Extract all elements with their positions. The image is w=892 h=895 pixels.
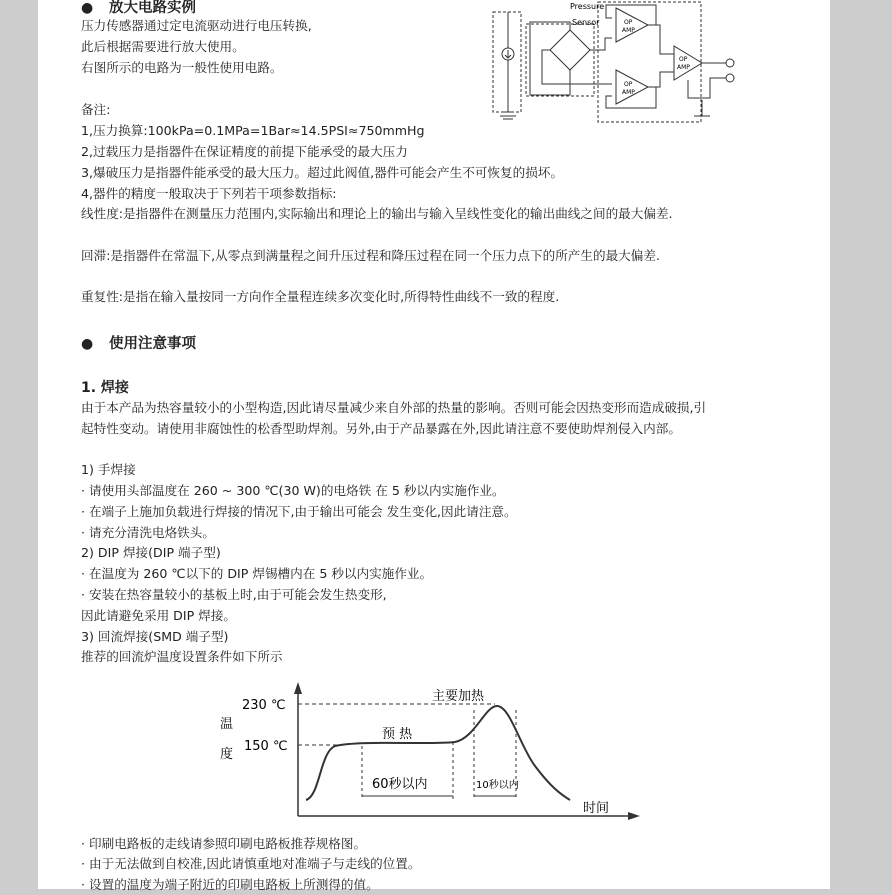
hysteresis-definition: 回滞:是指器件在常温下,从零点到满量程之间升压过程和降压过程在同一个压力点下的所产生的最大偏差. (81, 248, 660, 263)
op-amp-1-label: OP (624, 19, 633, 26)
amp-line-2: 此后根据需要进行放大使用。 (81, 39, 245, 54)
peak-label: 主要加热 (432, 689, 485, 704)
usage-line-1: 1) 手焊接 (81, 462, 136, 477)
amp-section-title: 放大电路实例 (109, 0, 196, 16)
constant-current-box (493, 12, 521, 112)
peak-time-label: 10秒以内 (476, 780, 519, 791)
usage-line-7: · 安装在热容量较小的基板上时,由于可能会发生热变形, (81, 587, 387, 602)
bottom-line-2: · 由于无法做到自校准,因此请慎重地对准端子与走线的位置。 (81, 856, 421, 871)
y-label-2: 度 (220, 747, 234, 762)
repeatability-definition: 重复性:是指在输入量按同一方向作全量程连续多次变化时,所得特性曲线不一致的程度. (81, 289, 560, 304)
bottom-line-3: · 设置的温度为端子附近的印刷电路板上所测得的值。 (81, 877, 379, 892)
amp-line-1: 压力传感器通过定电流驱动进行电压转换, (81, 18, 312, 33)
t-high-label: 230 ℃ (242, 698, 286, 713)
linearity-definition: 线性度:是指器件在测量压力范围内,实际输出和理论上的输出与输入呈线性变化的输出曲线之间的最大偏差. (81, 206, 673, 221)
y-label-1: 温 (220, 717, 234, 732)
output-terminal-2 (726, 74, 734, 82)
note-item-3: 3,爆破压力是指器件能承受的最大压力。超过此阀值,器件可能会产生不可恢复的损坏。 (81, 165, 563, 180)
usage-title: 使用注意事项 (109, 336, 196, 352)
preheat-time-label: 60秒以内 (372, 777, 428, 792)
note-item-1: 1,压力换算:100kPa=0.1MPa=1Bar≈14.5PSI≈750mmHg (81, 123, 425, 138)
usage-line-2: · 请使用头部温度在 260 ~ 300 ℃(30 W)的电烙铁 在 5 秒以内实施作业。 (81, 483, 505, 498)
note-item-2: 2,过载压力是指器件在保证精度的前提下能承受的最大压力 (81, 144, 408, 159)
bridge-icon (550, 30, 590, 70)
usage-line-5: 2) DIP 焊接(DIP 端子型) (81, 545, 221, 560)
op-amp-3-icon (674, 46, 702, 80)
output-terminal-1 (726, 59, 734, 67)
usage-line-6: · 在温度为 260 ℃以下的 DIP 焊锡槽内在 5 秒以内实施作业。 (81, 566, 433, 581)
bottom-line-1: · 印刷电路板的走线请参照印刷电路板推荐规格图。 (81, 836, 367, 851)
soldering-heading: 1. 焊接 (81, 380, 129, 396)
x-axis-label: 时间 (583, 801, 610, 816)
t-low-label: 150 ℃ (244, 739, 288, 754)
soldering-intro: 由于本产品为热容量较小的小型构造,因此请尽量减少来自外部的热量的影响。否则可能会因热变形而造成破损,引起特性变动。请使用非腐蚀性的松香型助焊剂。另外,由于产品暴露在外,因此请注意不要使助焊剂侵入内部。 (81, 400, 707, 436)
op-amp-2-label: OP (624, 81, 633, 88)
preheat-label: 预 热 (382, 727, 413, 742)
reflow-curve (306, 706, 570, 800)
op-amp-3-label: OP (679, 56, 688, 63)
usage-line-9: 3) 回流焊接(SMD 端子型) (81, 629, 229, 644)
usage-line-3: · 在端子上施加负载进行焊接的情况下,由于输出可能会 发生变化,因此请注意。 (81, 504, 517, 519)
amplifier-circuit-diagram (490, 0, 740, 125)
op-amp-1-label-2: AMP (622, 27, 635, 34)
usage-line-4: · 请充分清洗电烙铁头。 (81, 525, 215, 540)
bullet-icon: ● (81, 0, 94, 16)
x-axis-arrow-icon (628, 812, 640, 820)
usage-heading (81, 332, 196, 353)
notes-title: 备注: (81, 102, 111, 117)
bullet-icon: ● (81, 336, 94, 352)
note-item-4: 4,器件的精度一般取决于下列若干项参数指标: (81, 186, 337, 201)
sensor-label: Sensor (572, 18, 600, 27)
op-amp-3-label-2: AMP (677, 64, 690, 71)
y-axis-arrow-icon (294, 682, 302, 694)
pressure-label: Pressure (570, 2, 605, 11)
reflow-profile-diagram (210, 676, 650, 826)
usage-line-10: 推荐的回流炉温度设置条件如下所示 (81, 649, 283, 664)
usage-line-8: 因此请避免采用 DIP 焊接。 (81, 608, 236, 623)
amp-line-3: 右图所示的电路为一般性使用电路。 (81, 60, 283, 75)
op-amp-2-label-2: AMP (622, 89, 635, 96)
